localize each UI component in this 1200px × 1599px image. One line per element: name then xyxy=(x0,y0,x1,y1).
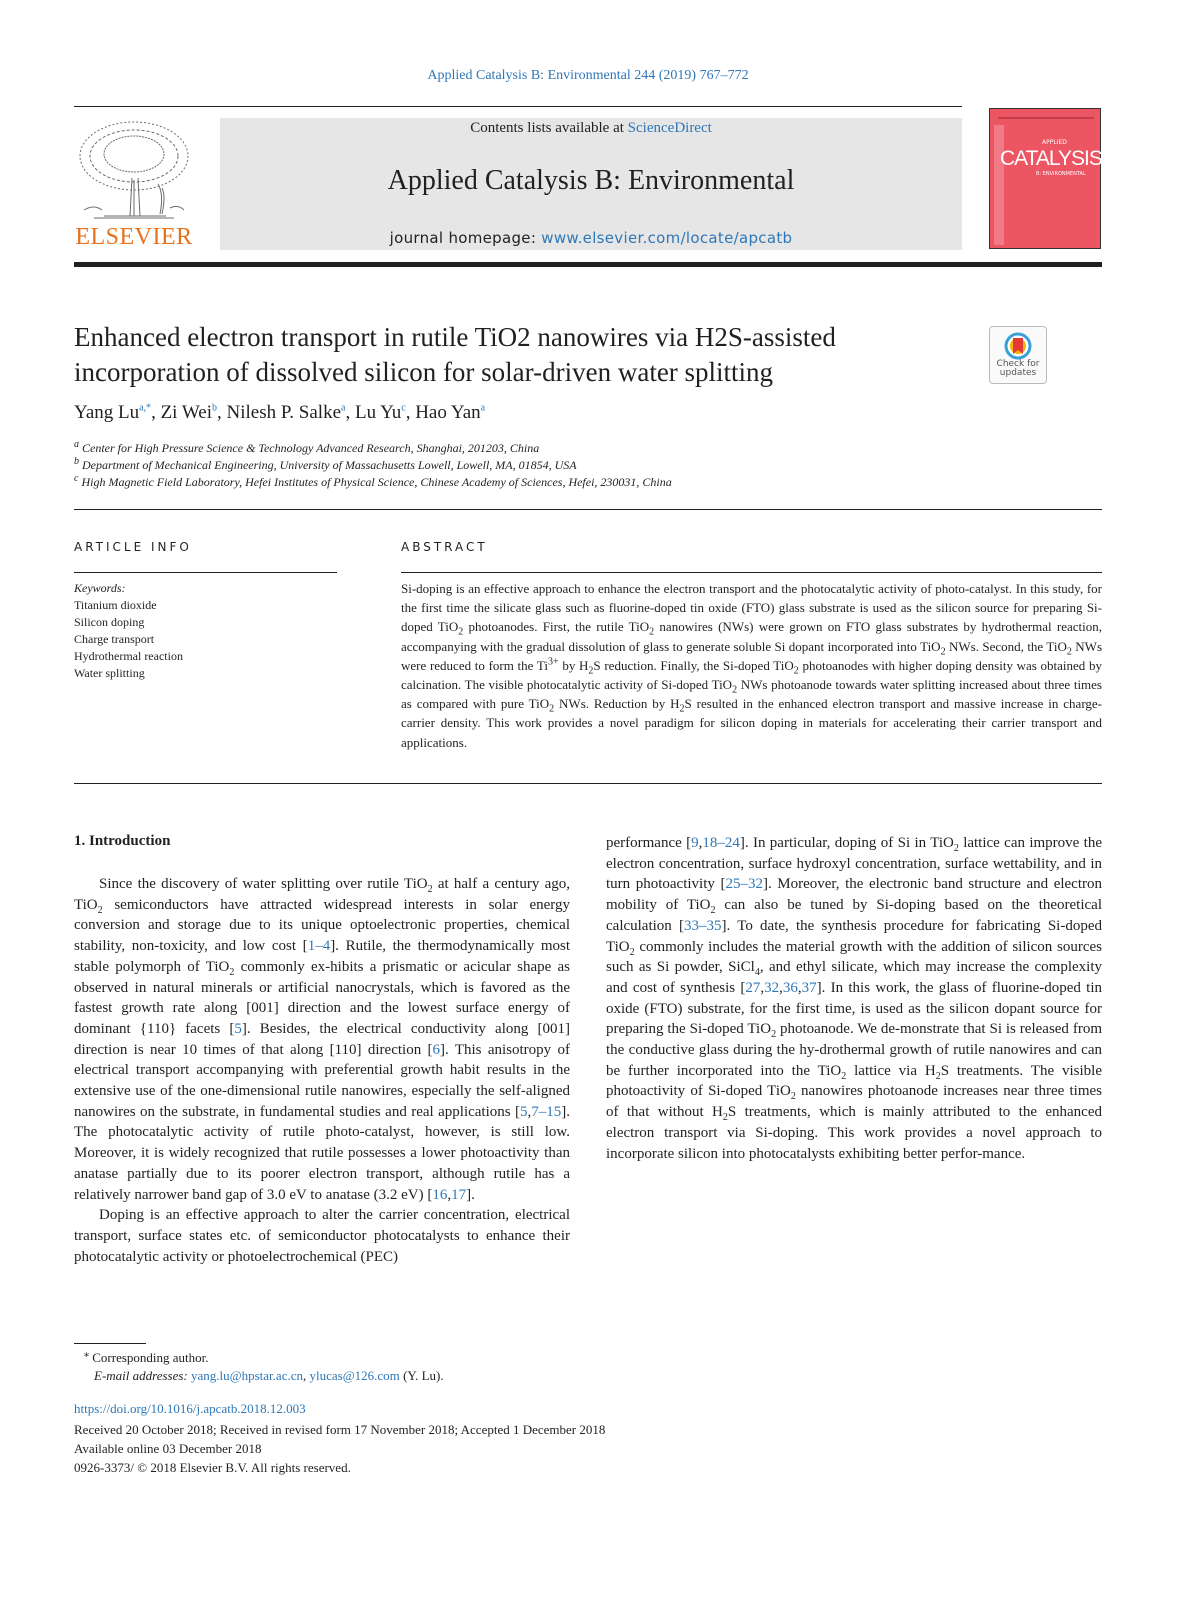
keyword: Titanium dioxide xyxy=(74,598,157,612)
affiliation-mark: a xyxy=(74,439,79,450)
text-run: , xyxy=(797,979,802,996)
text-run: , xyxy=(527,1103,532,1120)
citation-link[interactable]: 27 xyxy=(745,979,761,996)
text-run: , xyxy=(760,979,765,996)
contents-prefix: Contents lists available at xyxy=(470,120,628,136)
affiliation-b xyxy=(74,458,577,473)
text-run: ]. xyxy=(466,1186,475,1203)
journal-masthead xyxy=(220,118,962,250)
abstract-rule xyxy=(401,572,1102,573)
keyword: Charge transport xyxy=(74,632,155,646)
author-name: Hao Yan xyxy=(415,402,481,423)
text-run: Doping is an effective approach to alter the carrier concentration, electrical transport, surface states etc. of semiconductor photocatalysts to enhance their photocatalytic activity or photoelectrochemical (PEC) xyxy=(74,1207,570,1265)
abstract-text xyxy=(401,579,1102,752)
keywords-label: Keywords: xyxy=(74,581,126,595)
text-run: Si-doping is an effective approach to enhance the electron transport and the photocatalytic activity of photo-catalyst. In this study, for the first time the silicate glass such as fluorine-doped tin oxide (FTO) glass substrate is used as the silicon source for preparing Si-doped TiO xyxy=(401,581,1102,635)
author-name: Lu Yu xyxy=(354,402,402,423)
author-name: Nilesh P. Salke xyxy=(226,402,342,423)
citation-link[interactable]: 5 xyxy=(520,1103,528,1120)
text-run: ]. In particular, doping of Si in TiO xyxy=(739,835,954,851)
subscript: 2 xyxy=(549,703,555,715)
cover-top-line xyxy=(998,117,1094,119)
homepage-prefix: journal homepage: xyxy=(389,229,542,247)
elsevier-tree-icon xyxy=(74,118,194,222)
body-paragraph xyxy=(74,1205,570,1267)
corresponding-text: Corresponding author. xyxy=(92,1350,209,1365)
keyword: Water splitting xyxy=(74,666,145,680)
text-run: , xyxy=(447,1186,452,1203)
body-column-left xyxy=(74,874,570,1267)
cover-small-text: APPLIED xyxy=(1042,139,1067,146)
text-run: S treatments. The visible photoactivity of Si-doped TiO xyxy=(606,1062,1102,1100)
text-run: , and ethyl silicate, which may increase the complexity and cost of synthesis [ xyxy=(606,959,1102,996)
text-run: S reduction. Finally, the Si-doped TiO xyxy=(593,657,794,673)
article-info-rule xyxy=(74,572,337,573)
text-run: can also be tuned by Si-doping based on the theoretical calculation [ xyxy=(606,897,1102,934)
text-run: , xyxy=(698,835,703,851)
subscript: 2 xyxy=(649,627,655,638)
footnote-rule xyxy=(74,1343,146,1344)
text-run: NWs photoanode towards water splitting increased about three times as compared with pure TiO xyxy=(401,677,1102,712)
copyright: 0926-3373/ © 2018 Elsevier B.V. All rights reserved. xyxy=(74,1460,351,1475)
subscript: 2 xyxy=(940,646,946,658)
affiliation-mark: c xyxy=(74,473,79,484)
bookmark-ribbon-icon xyxy=(1004,332,1032,360)
affiliation-text: Department of Mechanical Engineering, University of Massachusetts Lowell, Lowell, MA, 01854, USA xyxy=(82,458,577,472)
text-run: semiconductors have attracted widespread interests in solar energy conversion and storage due to its unique optoelectronic properties, chemical stability, non-toxicity, and low cost [ xyxy=(74,896,570,955)
author-affiliation-mark[interactable]: b xyxy=(211,402,217,414)
article-info-heading: ARTICLE INFO xyxy=(74,540,192,554)
available-online: Available online 03 December 2018 xyxy=(74,1441,262,1456)
masthead-thick-rule xyxy=(74,262,1102,267)
citation-link[interactable]: 9 xyxy=(691,835,699,851)
journal-reference[interactable]: Applied Catalysis B: Environmental 244 (2019) 767–772 xyxy=(427,68,749,83)
affiliation-mark: b xyxy=(74,456,79,467)
contents-line xyxy=(220,120,962,137)
citation-link[interactable]: 1–4 xyxy=(307,938,331,955)
subscript: 2 xyxy=(1066,646,1072,658)
subscript: 2 xyxy=(679,703,685,715)
text-run: photoanodes. First, the rutile TiO xyxy=(463,619,650,635)
text-run: NWs. Reduction by H xyxy=(554,696,680,712)
publication-dates xyxy=(74,1420,605,1477)
author-affiliation-mark[interactable]: a,* xyxy=(139,402,152,414)
cover-subtitle: B: ENVIRONMENTAL xyxy=(1036,171,1086,177)
introduction-heading: 1. Introduction xyxy=(74,833,171,849)
citation-link[interactable]: 36 xyxy=(782,979,798,996)
subscript: 4 xyxy=(754,967,760,979)
check-for-updates-label: Check for updates xyxy=(996,359,1040,378)
journal-homepage xyxy=(220,229,962,247)
text-run: ]. This anisotropy of electrical transport accompanying with preferential growth habit results in the extensive use of the one-dimensional rutile nanowires, especially the self-aligned nanowires on the substrate, in fundamental studies and real applications [ xyxy=(74,1041,570,1120)
keyword: Silicon doping xyxy=(74,615,145,629)
text-run: photoanode. We de-monstrate that Si is released from the conductive glass during the hy-drothermal growth of rutile nanowires and can be further incorporated into the TiO xyxy=(606,1021,1102,1079)
text-run: ]. The photocatalytic activity of rutile photo-catalyst, however, is still low. Moreover, it is widely recognized that rutile possesses a lower photoactivity than anatase partially due to its poorer electron transport, although rutile has a relatively narrower band gap of 3.0 eV to anatase (3.2 eV) [ xyxy=(74,1103,570,1203)
subscript: 2 xyxy=(793,665,799,677)
body-paragraph xyxy=(606,833,1102,1164)
text-run: ]. Moreover, the electronic band structure and electron mobility of TiO xyxy=(606,876,1103,914)
text-run: lattice via H xyxy=(846,1062,936,1079)
body-column-right xyxy=(606,833,1102,1164)
author-affiliation-mark[interactable]: c xyxy=(401,402,406,414)
email-link[interactable]: ylucas@126.com xyxy=(309,1368,400,1383)
check-for-updates-button[interactable] xyxy=(989,326,1047,384)
citation-link[interactable]: 18–24 xyxy=(702,835,740,851)
subscript: 2 xyxy=(841,1070,847,1082)
subscript: 2 xyxy=(771,1029,777,1041)
affiliation-a xyxy=(74,441,539,456)
subscript: 2 xyxy=(97,904,103,916)
subscript: 2 xyxy=(629,946,635,958)
author-list: Yang $Lu^{a,*}$, Zi Wei$^b$, Nilesh P. Salke$^a$, Lu Yu$^c$, Hao Yan$^a$ xyxy=(74,402,486,423)
sciencedirect-link[interactable]: ScienceDirect xyxy=(627,120,712,136)
subscript: 2 xyxy=(458,627,464,638)
elsevier-logo xyxy=(74,118,194,250)
text-run: Since the discovery of water splitting over rutile TiO xyxy=(99,876,428,892)
text-run: nanowires photoanode increases near three times of that without H xyxy=(606,1083,1102,1121)
email-label: E-mail addresses: xyxy=(94,1368,188,1383)
subscript: 2 xyxy=(732,684,738,696)
text-run: NWs were reduced to form the Ti xyxy=(401,638,1103,673)
email-link[interactable]: yang.lu@hpstar.ac.cn xyxy=(191,1368,303,1383)
subscript: 2 xyxy=(588,665,594,677)
text-run: ]. To date, the synthesis procedure for fabricating Si-doped TiO xyxy=(606,917,1102,955)
email-line: E-mail addresses: yang.lu@hpstar.ac.cn, ylucas@126.com (Y. Lu). xyxy=(94,1368,444,1383)
cover-strip xyxy=(994,125,1004,245)
text-run: ]. In this work, the glass of fluorine-doped tin oxide (FTO) substrate, for the first time, is used as the silicon dopant source for preparing the Si-doped TiO xyxy=(606,979,1102,1038)
citation-link[interactable]: 5 xyxy=(234,1020,242,1037)
journal-cover-thumbnail[interactable] xyxy=(989,108,1101,249)
text-run: commonly ex-hibits a prismatic or acicular shape as observed in natural minerals or artificial nanocrystals, which is favored as the fastest growth rate along [001] direction and the lowest surface energy of dominant {110} facets [ xyxy=(74,958,570,1037)
citation-link[interactable]: 33–35 xyxy=(684,917,722,934)
text-run: commonly includes the material growth with the addition of silicon sources such as Si powder, SiCl xyxy=(606,938,1102,976)
header-rule xyxy=(74,106,962,107)
text-run: ]. Besides, the electrical conductivity along [001] direction is near 10 times of that along [110] direction [ xyxy=(74,1020,570,1058)
keywords-block xyxy=(74,580,183,682)
corresponding-line xyxy=(84,1349,444,1367)
citation-link[interactable]: 37 xyxy=(801,979,817,996)
text-run: by H xyxy=(558,657,589,673)
subscript: 2 xyxy=(427,884,433,895)
affiliation-c xyxy=(74,475,672,490)
received-dates: Received 20 October 2018; Received in revised form 17 November 2018; Accepted 1 December 2018 xyxy=(74,1422,606,1437)
author-name: Zi Wei xyxy=(160,402,212,423)
subscript: 2 xyxy=(935,1070,941,1082)
subscript: 2 xyxy=(790,1091,796,1103)
text-run: , xyxy=(779,979,783,996)
text-run: photoanodes with higher doping density was obtained by calcination. The visible photocatalytic activity of Si-doped TiO xyxy=(401,657,1103,693)
cover-title: CATALYSIS xyxy=(1000,147,1102,170)
subscript: 2 xyxy=(229,966,235,978)
doi-link[interactable]: https://doi.org/10.1016/j.apcatb.2018.12.003 xyxy=(74,1401,306,1416)
text-run: ]. Rutile, the thermodynamically most stable polymorph of TiO xyxy=(74,938,570,975)
citation-link[interactable]: 16 xyxy=(432,1186,448,1203)
text-run: NWs. Second, the TiO xyxy=(945,638,1067,654)
subscript: 2 xyxy=(710,905,716,917)
text-run: lattice can improve the electron concentration, surface hydroxyl concentration, surface wettability, and in turn photoactivity [ xyxy=(606,835,1102,893)
corresponding-footnote xyxy=(84,1349,444,1385)
subscript: 2 xyxy=(953,843,959,854)
keyword: Hydrothermal reaction xyxy=(74,649,183,663)
citation-link[interactable]: 32 xyxy=(764,979,780,996)
journal-title: Applied Catalysis B: Environmental xyxy=(387,165,795,196)
text-run: nanowires (NWs) were grown on FTO glass substrates by hydrothermal reaction, accompanying with the gradual dissolution of glass to generate soluble Si dopant incorporated into TiO xyxy=(401,619,1102,654)
abstract-heading: ABSTRACT xyxy=(401,540,488,554)
homepage-link[interactable]: www.elsevier.com/locate/apcatb xyxy=(541,229,793,247)
superscript: 3+ xyxy=(548,656,559,668)
citation-link[interactable]: 17 xyxy=(451,1186,467,1203)
text-run: S treatments, which is mainly attributed to the enhanced electron transport via Si-doping. This work provides a novel approach to incorporate silicon into photocatalysts exhibiting better perfor-mance. xyxy=(606,1104,1102,1162)
author-name: Yang Lu xyxy=(74,402,140,423)
section-rule xyxy=(74,509,1102,510)
affiliation-text: Center for High Pressure Science & Technology Advanced Research, Shanghai, 201203, China xyxy=(82,441,540,455)
author-affiliation-mark[interactable]: a xyxy=(480,402,486,414)
text-run: at half a century ago, TiO xyxy=(74,876,570,913)
citation-link[interactable]: 6 xyxy=(432,1041,441,1058)
affiliation-text: High Magnetic Field Laboratory, Hefei Institutes of Physical Science, Chinese Academy of Sciences, Hefei, 230031, China xyxy=(81,475,672,489)
citation-link[interactable]: 7–15 xyxy=(531,1103,562,1120)
corresponding-mark: ⁎ xyxy=(84,1348,89,1360)
text-run: S resulted in the enhanced electron transport and massive increase in charge-carrier density. This work provides a novel paradigm for silicon doping in materials for accelerating their carrier transport and applications. xyxy=(401,696,1103,750)
body-paragraph xyxy=(74,874,570,1205)
text-run: performance [ xyxy=(606,835,692,851)
email-suffix: (Y. Lu). xyxy=(403,1368,444,1383)
elsevier-wordmark: ELSEVIER xyxy=(75,224,193,250)
section-rule xyxy=(74,783,1102,784)
subscript: 2 xyxy=(722,1112,728,1124)
author-affiliation-mark[interactable]: a xyxy=(341,402,346,414)
citation-link[interactable]: 25–32 xyxy=(725,876,763,893)
article-title: Enhanced electron transport in rutile TiO2 nanowires via H2S-assisted incorporation of dissolved silicon for solar-driven water splitting xyxy=(74,322,836,387)
